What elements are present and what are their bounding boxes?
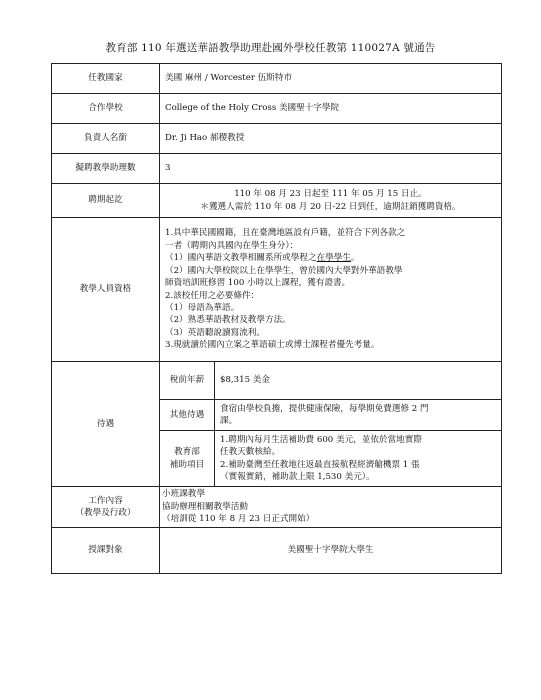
row-school [52, 94, 502, 124]
period-value [160, 184, 502, 218]
row-contact [52, 124, 502, 154]
row-country [52, 64, 502, 94]
contact-value: Dr. Ji Hao 郝稷教授 [160, 124, 502, 154]
target-label: 授課對象 [52, 528, 160, 574]
salary-value: $8,315 美金 [215, 362, 502, 400]
qualification-line: （1）國內華語文教學相關系所或學程之在學學生。 [165, 253, 360, 264]
other-label: 其他待遇 [160, 400, 215, 431]
other-line-2: 課。 [220, 416, 238, 426]
count-value: 3 [160, 154, 502, 184]
row-salary [52, 362, 502, 400]
salary-label: 稅前年薪 [160, 362, 215, 400]
row-count [52, 154, 502, 184]
school-label: 合作學校 [52, 94, 160, 124]
other-value [215, 400, 502, 431]
other-line-1: 食宿由學校負擔，提供健康保險，每學期免費選修 2 門 [220, 403, 429, 414]
subsidy-line: 1.聘期內每月生活補助費 600 美元，並依於當地實際 [220, 434, 422, 445]
subsidy-value [215, 431, 502, 487]
country-label: 任教國家 [52, 64, 160, 94]
work-value [160, 487, 502, 528]
work-line: （培訓從 110 年 8 月 23 日正式開始） [162, 514, 315, 525]
row-work [52, 487, 502, 528]
qualification-line: （2）熟悉華語教材及教學方法。 [165, 315, 291, 326]
work-label-2: （教學及行政） [75, 508, 136, 518]
work-label-1: 工作內容 [88, 495, 123, 506]
country-value: 美國 麻州 / Worcester 伍斯特市 [160, 64, 502, 94]
target-value: 美國聖十字學院大學生 [160, 528, 502, 574]
row-period [52, 184, 502, 218]
qualification-line: 一者（聘期內具國內在學生身分）： [165, 240, 299, 251]
work-line: 小班課教學 [162, 489, 205, 500]
qualification-line: （2）國內大學校院以上在學學生，曾於國內大學對外華語教學 [165, 265, 403, 276]
row-target [52, 528, 502, 574]
qualification-label: 教學人員資格 [52, 218, 160, 362]
notice-table [51, 63, 502, 574]
period-label: 聘期起訖 [52, 184, 160, 218]
qualification-line: （3）英語聽說讀寫流利。 [165, 327, 265, 338]
qualification-line: （1）母語為華語。 [165, 302, 240, 313]
subsidy-line: 2.補助臺灣至任教地往返最直接航程經濟艙機票 1 張 [220, 459, 420, 470]
work-label [52, 487, 160, 528]
qualification-line: 2.該校任用之必要條件： [165, 290, 260, 301]
subsidy-label-1: 教育部 [174, 447, 200, 458]
qualification-value [160, 218, 502, 362]
subsidy-label [160, 431, 215, 487]
period-line-1: 110 年 08 月 23 日起至 111 年 05 月 15 日止。 [234, 189, 427, 200]
subsidy-line: 任教天數核給。 [220, 447, 281, 458]
notice-title: 教育部 110 年選送華語教學助理赴國外學校任教第 110027A 號通告 [105, 42, 436, 54]
qualification-line: 3.現就讀於國內立案之華語碩士或博士課程者優先考量。 [165, 340, 380, 351]
treatment-label: 待遇 [52, 362, 160, 487]
period-line-2: ＊獲選人需於 110 年 08 月 20 日-22 日到任，逾期註銷獲聘資格。 [200, 201, 461, 212]
count-label: 擬聘教學助理數 [52, 154, 160, 184]
contact-label: 負責人名銜 [52, 124, 160, 154]
qualification-line: 師資培訓班修習 100 小時以上課程，獲有證書。 [165, 278, 351, 289]
row-qualification [52, 218, 502, 362]
work-line: 協助辦理相關教學活動 [162, 501, 248, 512]
subsidy-label-2: 補助項目 [169, 459, 205, 470]
qualification-line: 1.具中華民國國籍，且在臺灣地區設有戶籍，並符合下列各款之 [165, 228, 406, 239]
subsidy-line: （實報實銷，補助款上限 1,530 美元）。 [220, 471, 375, 482]
school-value: College of the Holy Cross 美國聖十字學院 [160, 94, 502, 124]
